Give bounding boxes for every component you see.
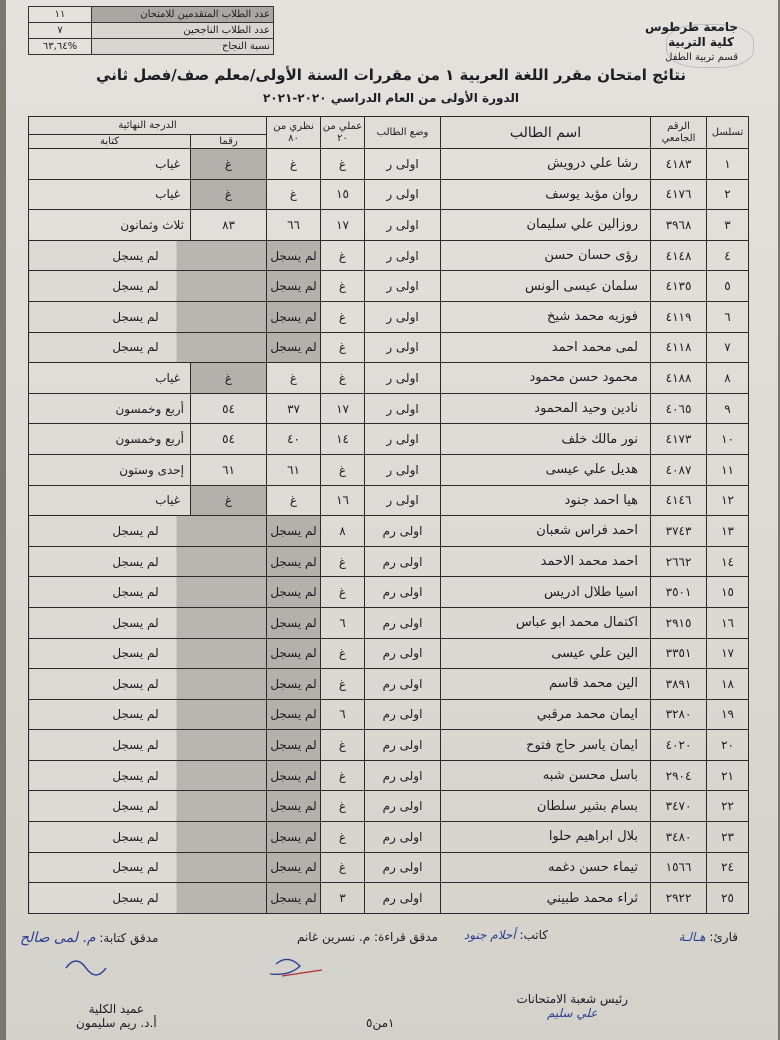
department-name: قسم تربية الطفل	[665, 52, 738, 63]
cell-theory: ٤٠	[267, 424, 321, 455]
cell-practical: ١٥	[321, 179, 365, 210]
cell-uni-id: ٣٩٦٨	[651, 210, 707, 241]
cell-uni-id: ٢٩٠٤	[651, 760, 707, 791]
stats-row	[29, 23, 274, 39]
cell-name: بسام بشير سلطان	[441, 791, 651, 822]
cell-uni-id: ٤١٨٨	[651, 363, 707, 394]
cell-final-merged	[29, 730, 267, 761]
cell-status: اولى رم	[365, 883, 441, 914]
cell-status: اولى ر	[365, 301, 441, 332]
cell-digits: غ	[191, 485, 267, 516]
cell-uni-id: ٤١٤٦	[651, 485, 707, 516]
cell-serial: ٦	[707, 301, 749, 332]
cell-practical: غ	[321, 301, 365, 332]
cell-theory: لم يسجل	[267, 301, 321, 332]
cell-uni-id: ٢٩٢٢	[651, 883, 707, 914]
cell-digits: غ	[191, 363, 267, 394]
cell-final-merged-text: لم يسجل	[112, 309, 159, 324]
table-row	[29, 179, 749, 210]
cell-practical: غ	[321, 149, 365, 180]
exams-head-block	[516, 992, 628, 1020]
cell-practical: ١٦	[321, 485, 365, 516]
cell-practical: ٨	[321, 516, 365, 547]
cell-digits: غ	[191, 179, 267, 210]
cell-practical: ٦	[321, 607, 365, 638]
reader-name: هـالـة	[678, 930, 706, 944]
page-subtitle: الدورة الأولى من العام الدراسي ٢٠٢٠-٢٠٢١	[262, 91, 520, 105]
cell-status: اولى ر	[365, 485, 441, 516]
cell-final-merged	[29, 822, 267, 853]
header-final: الدرجة النهائية	[29, 117, 267, 135]
cell-status: اولى رم	[365, 852, 441, 883]
cell-practical: غ	[321, 760, 365, 791]
writer-name: أحلام جنود	[463, 928, 516, 942]
table-row	[29, 546, 749, 577]
cell-theory: غ	[267, 363, 321, 394]
table-row	[29, 577, 749, 608]
cell-name: فوزيه محمد شيخ	[441, 301, 651, 332]
cell-final-merged-text: لم يسجل	[112, 676, 159, 691]
cell-theory: لم يسجل	[267, 883, 321, 914]
cell-status: اولى رم	[365, 516, 441, 547]
table-row	[29, 393, 749, 424]
stats-value: ١١	[29, 7, 92, 23]
cell-theory: لم يسجل	[267, 516, 321, 547]
cell-words: إحدى وستون	[29, 454, 191, 485]
cell-theory: لم يسجل	[267, 760, 321, 791]
cell-final-merged-text: لم يسجل	[112, 891, 159, 906]
cell-theory: لم يسجل	[267, 852, 321, 883]
cell-serial: ٢١	[707, 760, 749, 791]
cell-name: احمد فراس شعبان	[441, 516, 651, 547]
writer-signature	[464, 928, 548, 942]
cell-practical: غ	[321, 454, 365, 485]
cell-final-merged-text: لم يسجل	[112, 799, 159, 814]
table-row	[29, 516, 749, 547]
cell-theory: لم يسجل	[267, 607, 321, 638]
cell-serial: ١٨	[707, 669, 749, 700]
cell-status: اولى ر	[365, 363, 441, 394]
cell-final-merged-text: لم يسجل	[112, 768, 159, 783]
cell-serial: ١٩	[707, 699, 749, 730]
cell-status: اولى ر	[365, 210, 441, 241]
cell-serial: ٧	[707, 332, 749, 363]
exams-head-title: رئيس شعبة الامتحانات	[516, 992, 628, 1006]
cell-theory: لم يسجل	[267, 546, 321, 577]
cell-words: غياب	[29, 179, 191, 210]
read-checker: مدقق قراءة: م. نسرين غانم	[296, 930, 438, 944]
cell-serial: ٢٥	[707, 883, 749, 914]
stats-box	[28, 6, 274, 55]
write-checker-name: م. لمى صالح	[20, 930, 96, 946]
page-number: ١من٥	[366, 1016, 395, 1030]
header-uni-id: الرقم الجامعي	[651, 117, 707, 149]
stats-value: ٧	[29, 23, 92, 39]
cell-status: اولى ر	[365, 240, 441, 271]
cell-status: اولى ر	[365, 454, 441, 485]
cell-uni-id: ٤٠٦٥	[651, 393, 707, 424]
cell-theory: غ	[267, 179, 321, 210]
cell-name: ايمان محمد مرقبي	[441, 699, 651, 730]
cell-words: غياب	[29, 149, 191, 180]
cell-uni-id: ٤١١٩	[651, 301, 707, 332]
cell-status: اولى رم	[365, 546, 441, 577]
cell-name: الين محمد قاسم	[441, 669, 651, 700]
signature-scribbles	[46, 948, 346, 984]
cell-serial: ١٧	[707, 638, 749, 669]
stats-row	[29, 39, 274, 55]
cell-uni-id: ١٥٦٦	[651, 852, 707, 883]
table-row	[29, 363, 749, 394]
cell-final-merged-text: لم يسجل	[112, 615, 159, 630]
cell-uni-id: ٣٢٨٠	[651, 699, 707, 730]
cell-serial: ٥	[707, 271, 749, 302]
cell-theory: ٦٦	[267, 210, 321, 241]
cell-final-merged	[29, 760, 267, 791]
table-row	[29, 607, 749, 638]
cell-name: اكتمال محمد ابو عباس	[441, 607, 651, 638]
cell-serial: ١١	[707, 454, 749, 485]
cell-practical: غ	[321, 546, 365, 577]
cell-digits: ٥٤	[191, 393, 267, 424]
table-row	[29, 638, 749, 669]
dean-title: عميد الكلية	[88, 1002, 145, 1016]
cell-uni-id: ٢٦٦٢	[651, 546, 707, 577]
table-row	[29, 485, 749, 516]
cell-theory: لم يسجل	[267, 669, 321, 700]
cell-final-merged	[29, 791, 267, 822]
cell-status: اولى رم	[365, 638, 441, 669]
stats-label: عدد الطلاب المتقدمين للامتحان	[92, 7, 274, 23]
cell-theory: لم يسجل	[267, 791, 321, 822]
cell-serial: ١٦	[707, 607, 749, 638]
cell-practical: غ	[321, 730, 365, 761]
table-row	[29, 822, 749, 853]
cell-name: رشا علي درويش	[441, 149, 651, 180]
cell-uni-id: ٤١١٨	[651, 332, 707, 363]
cell-serial: ٩	[707, 393, 749, 424]
cell-practical: غ	[321, 791, 365, 822]
cell-uni-id: ٣٣٥١	[651, 638, 707, 669]
cell-practical: ١٤	[321, 424, 365, 455]
cell-name: سلمان عيسى الونس	[441, 271, 651, 302]
cell-practical: غ	[321, 852, 365, 883]
dean-name: أ.د. ريم سليمون	[76, 1016, 157, 1030]
cell-serial: ١	[707, 149, 749, 180]
cell-practical: غ	[321, 577, 365, 608]
cell-words: غياب	[29, 485, 191, 516]
university-name: جامعة طرطوس	[645, 20, 738, 34]
cell-status: اولى ر	[365, 179, 441, 210]
cell-name: رؤى حسان حسن	[441, 240, 651, 271]
cell-final-merged-text: لم يسجل	[112, 340, 159, 355]
cell-final-merged	[29, 546, 267, 577]
cell-final-merged-text: لم يسجل	[112, 554, 159, 569]
cell-name: احمد محمد الاحمد	[441, 546, 651, 577]
cell-practical: غ	[321, 363, 365, 394]
header-words: كتابة	[29, 135, 191, 149]
table-row	[29, 669, 749, 700]
cell-final-merged	[29, 240, 267, 271]
cell-final-merged	[29, 301, 267, 332]
cell-theory: لم يسجل	[267, 730, 321, 761]
cell-serial: ١٣	[707, 516, 749, 547]
cell-practical: ١٧	[321, 393, 365, 424]
cell-status: اولى رم	[365, 730, 441, 761]
cell-status: اولى رم	[365, 791, 441, 822]
cell-words: غياب	[29, 363, 191, 394]
cell-name: روزالين علي سليمان	[441, 210, 651, 241]
cell-final-merged-text: لم يسجل	[112, 707, 159, 722]
cell-practical: غ	[321, 669, 365, 700]
cell-status: اولى ر	[365, 271, 441, 302]
cell-name: روان مؤيد يوسف	[441, 179, 651, 210]
dean-block	[76, 1002, 157, 1030]
cell-final-merged	[29, 516, 267, 547]
table-row	[29, 149, 749, 180]
cell-serial: ٣	[707, 210, 749, 241]
write-checker	[20, 930, 158, 946]
cell-serial: ١٤	[707, 546, 749, 577]
cell-final-merged-text: لم يسجل	[112, 860, 159, 875]
cell-name: نادين وحيد المحمود	[441, 393, 651, 424]
exams-head-name: علي سليم	[546, 1006, 598, 1020]
cell-uni-id: ٤٠٢٠	[651, 730, 707, 761]
cell-theory: لم يسجل	[267, 271, 321, 302]
cell-name: محمود حسن محمود	[441, 363, 651, 394]
header-serial: تسلسل	[707, 117, 749, 149]
cell-final-merged	[29, 577, 267, 608]
cell-theory: لم يسجل	[267, 638, 321, 669]
table-row	[29, 210, 749, 241]
cell-practical: غ	[321, 638, 365, 669]
writer-label: كاتب:	[519, 928, 548, 942]
cell-theory: ٣٧	[267, 393, 321, 424]
results-sheet	[6, 0, 778, 1040]
cell-serial: ٢٢	[707, 791, 749, 822]
cell-final-merged	[29, 332, 267, 363]
table-row	[29, 760, 749, 791]
cell-name: الين علي عيسى	[441, 638, 651, 669]
cell-practical: غ	[321, 332, 365, 363]
cell-final-merged	[29, 607, 267, 638]
cell-theory: لم يسجل	[267, 577, 321, 608]
cell-status: اولى ر	[365, 332, 441, 363]
cell-serial: ١٥	[707, 577, 749, 608]
cell-name: تيماء حسن دغمه	[441, 852, 651, 883]
cell-uni-id: ٤١٤٨	[651, 240, 707, 271]
cell-serial: ٢٣	[707, 822, 749, 853]
cell-final-merged-text: لم يسجل	[112, 523, 159, 538]
cell-practical: ٦	[321, 699, 365, 730]
cell-practical: غ	[321, 240, 365, 271]
cell-uni-id: ٤٠٨٧	[651, 454, 707, 485]
header-digits: رقما	[191, 135, 267, 149]
cell-final-merged	[29, 699, 267, 730]
cell-uni-id: ٤١٧٣	[651, 424, 707, 455]
cell-name: هديل علي عيسى	[441, 454, 651, 485]
stats-row	[29, 7, 274, 23]
cell-uni-id: ٣٤٨٠	[651, 822, 707, 853]
cell-words: أربع وخمسون	[29, 393, 191, 424]
cell-theory: لم يسجل	[267, 240, 321, 271]
cell-words: ثلاث وثمانون	[29, 210, 191, 241]
cell-serial: ٤	[707, 240, 749, 271]
cell-status: اولى رم	[365, 760, 441, 791]
table-row	[29, 332, 749, 363]
cell-serial: ١٢	[707, 485, 749, 516]
page-title: نتائج امتحان مقرر اللغة العربية ١ من مقررات السنة الأولى/معلم صف/فصل ثاني	[96, 66, 686, 84]
cell-practical: ٣	[321, 883, 365, 914]
cell-final-merged-text: لم يسجل	[112, 248, 159, 263]
cell-theory: غ	[267, 149, 321, 180]
cell-uni-id: ٣٤٧٠	[651, 791, 707, 822]
stats-value: ٦٣,٦٤%	[29, 39, 92, 55]
cell-status: اولى رم	[365, 669, 441, 700]
reader-label: قارئ:	[709, 930, 738, 944]
table-row	[29, 852, 749, 883]
cell-final-merged	[29, 638, 267, 669]
cell-practical: غ	[321, 271, 365, 302]
cell-status: اولى رم	[365, 607, 441, 638]
cell-uni-id: ٤١٨٣	[651, 149, 707, 180]
cell-theory: غ	[267, 485, 321, 516]
header-status: وضع الطالب	[365, 117, 441, 149]
cell-status: اولى رم	[365, 577, 441, 608]
cell-digits: غ	[191, 149, 267, 180]
cell-final-merged-text: لم يسجل	[112, 585, 159, 600]
table-row	[29, 271, 749, 302]
cell-final-merged	[29, 883, 267, 914]
table-row	[29, 791, 749, 822]
faculty-name: كلية التربية	[668, 35, 734, 49]
cell-final-merged-text: لم يسجل	[112, 738, 159, 753]
cell-theory: لم يسجل	[267, 332, 321, 363]
header-name: اسم الطالب	[441, 117, 651, 149]
cell-uni-id: ٤١٧٦	[651, 179, 707, 210]
cell-digits: ٨٣	[191, 210, 267, 241]
cell-name: ثراء محمد طبيني	[441, 883, 651, 914]
cell-final-merged	[29, 669, 267, 700]
cell-practical: ١٧	[321, 210, 365, 241]
cell-final-merged-text: لم يسجل	[112, 646, 159, 661]
cell-serial: ٨	[707, 363, 749, 394]
table-row	[29, 883, 749, 914]
cell-final-merged-text: لم يسجل	[112, 279, 159, 294]
cell-uni-id: ٣٧٤٣	[651, 516, 707, 547]
table-row	[29, 699, 749, 730]
cell-name: هيا احمد جنود	[441, 485, 651, 516]
cell-theory: ٦١	[267, 454, 321, 485]
cell-uni-id: ٤١٣٥	[651, 271, 707, 302]
header-theory: نظري من ٨٠	[267, 117, 321, 149]
cell-status: اولى ر	[365, 149, 441, 180]
cell-name: ايمان ياسر حاج فتوح	[441, 730, 651, 761]
cell-practical: غ	[321, 822, 365, 853]
cell-status: اولى رم	[365, 699, 441, 730]
cell-serial: ٢٠	[707, 730, 749, 761]
stamp-mark	[666, 24, 754, 68]
cell-theory: لم يسجل	[267, 699, 321, 730]
cell-uni-id: ٣٥٠١	[651, 577, 707, 608]
cell-words: أربع وخمسون	[29, 424, 191, 455]
cell-digits: ٦١	[191, 454, 267, 485]
table-row	[29, 424, 749, 455]
table-row	[29, 240, 749, 271]
cell-name: لمى محمد احمد	[441, 332, 651, 363]
cell-status: اولى ر	[365, 424, 441, 455]
cell-name: بلال ابراهيم حلوا	[441, 822, 651, 853]
cell-digits: ٥٤	[191, 424, 267, 455]
cell-name: نور مالك خلف	[441, 424, 651, 455]
table-row	[29, 730, 749, 761]
cell-uni-id: ٢٩١٥	[651, 607, 707, 638]
cell-serial: ٢	[707, 179, 749, 210]
cell-status: اولى ر	[365, 393, 441, 424]
table-row	[29, 454, 749, 485]
table-row	[29, 301, 749, 332]
stats-label: نسبة النجاح	[92, 39, 274, 55]
cell-serial: ٢٤	[707, 852, 749, 883]
cell-final-merged-text: لم يسجل	[112, 829, 159, 844]
cell-uni-id: ٣٨٩١	[651, 669, 707, 700]
cell-name: باسل محسن شبه	[441, 760, 651, 791]
header-practical: عملي من ٢٠	[321, 117, 365, 149]
results-table	[28, 116, 749, 914]
cell-final-merged	[29, 852, 267, 883]
cell-status: اولى رم	[365, 822, 441, 853]
write-checker-label: مدقق كتابة:	[99, 931, 159, 945]
cell-final-merged	[29, 271, 267, 302]
reader-signature	[678, 930, 738, 944]
cell-theory: لم يسجل	[267, 822, 321, 853]
stats-label: عدد الطلاب الناجحين	[92, 23, 274, 39]
cell-serial: ١٠	[707, 424, 749, 455]
cell-name: اسيا طلال ادريس	[441, 577, 651, 608]
